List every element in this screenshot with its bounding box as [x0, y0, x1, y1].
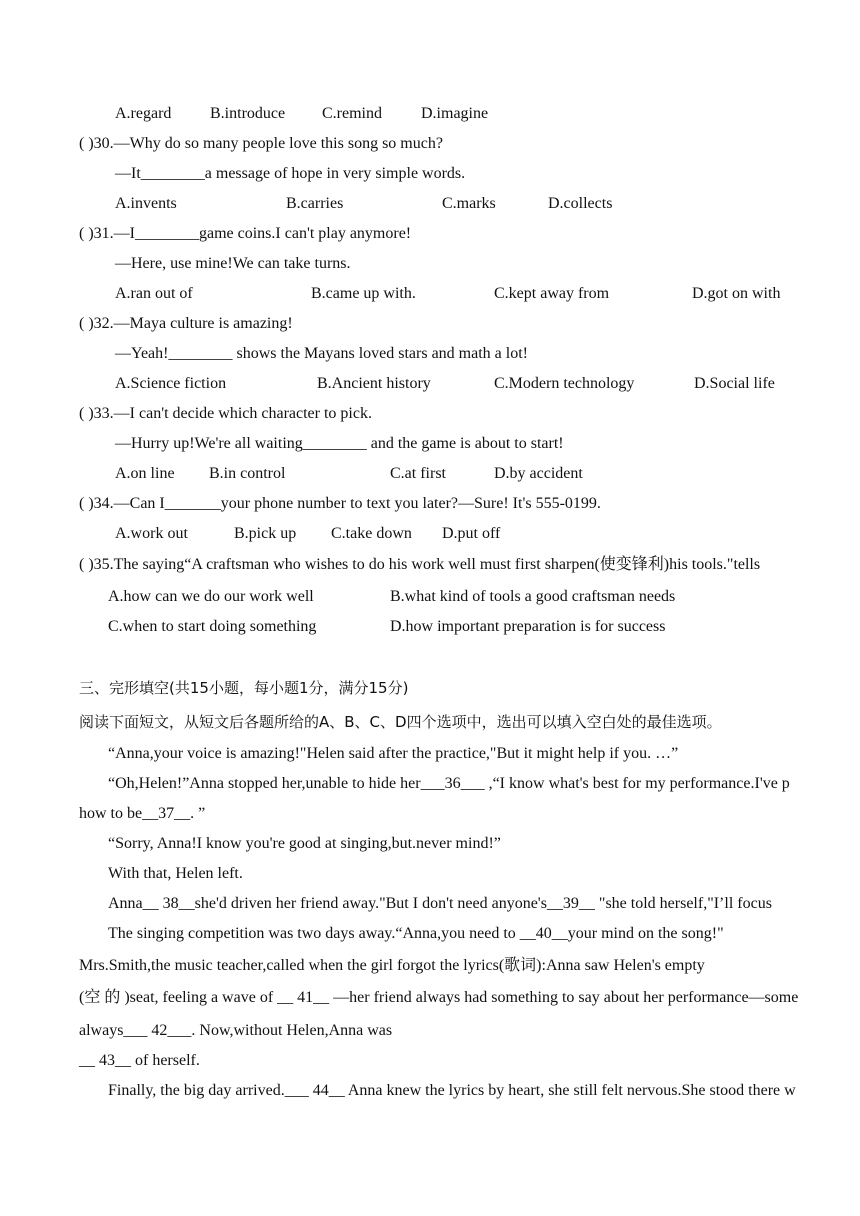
q32-option-c: C.Modern technology — [494, 375, 635, 392]
passage-line: Anna__ 38__she'd driven her friend away."But I don't need anyone's__39__ "she told herself,"I’ll focus — [108, 895, 772, 912]
q31-option-c: C.kept away from — [494, 285, 610, 302]
q32-option-b: B.Ancient history — [317, 375, 431, 392]
q33-option-d: D.by accident — [494, 465, 583, 482]
q32-option-a: A.Science fiction — [115, 375, 227, 392]
q30-option-a: A.invents — [115, 195, 177, 212]
q31-stem: ( )31.—I________game coins.I can't play anymore! — [79, 225, 412, 242]
passage-line: The singing competition was two days away.“Anna,you need to __40__your mind on the song!" — [108, 925, 724, 942]
q33-option-b: B.in control — [209, 465, 286, 482]
q33-option-a: A.on line — [115, 465, 175, 482]
q30-option-d: D.collects — [548, 195, 613, 212]
q31-option-d: D.got on with — [692, 285, 781, 302]
q30-option-b: B.carries — [286, 195, 344, 212]
q29-option-a: A.regard — [115, 105, 172, 122]
passage-line: Finally, the big day arrived.___ 44__ Anna knew the lyrics by heart, she still felt nervous.She stood there w — [108, 1082, 796, 1099]
q35-option-b: B.what kind of tools a good craftsman needs — [390, 588, 676, 605]
q35-option-d: D.how important preparation is for success — [390, 618, 666, 635]
q29-option-b: B.introduce — [210, 105, 286, 122]
passage-line: “Anna,your voice is amazing!"Helen said after the practice,"But it might help if you. …” — [108, 745, 679, 762]
q34-option-d: D.put off — [442, 525, 501, 542]
passage-line: how to be__37__. ” — [79, 805, 206, 822]
q29-option-d: D.imagine — [421, 105, 489, 122]
q33-stem: ( )33.—I can't decide which character to pick. — [79, 405, 372, 422]
q32-option-d: D.Social life — [694, 375, 775, 392]
q34-stem: ( )34.—Can I_______your phone number to text you later?—Sure! It's 555-0199. — [79, 495, 601, 512]
q34-option-a: A.work out — [115, 525, 188, 542]
q32-stem: ( )32.—Maya culture is amazing! — [79, 315, 293, 332]
q35-option-a: A.how can we do our work well — [108, 588, 314, 605]
passage-line: “Sorry, Anna!I know you're good at singing,but.never mind!” — [108, 835, 501, 852]
passage-line: always___ 42___. Now,without Helen,Anna was — [79, 1022, 393, 1039]
q29-option-c: C.remind — [322, 105, 382, 122]
q30-option-c: C.marks — [442, 195, 496, 212]
passage-line: “Oh,Helen!”Anna stopped her,unable to hide her___36___ ,“I know what's best for my performance.I've p — [108, 775, 790, 792]
passage-line: With that, Helen left. — [108, 865, 243, 882]
q35-option-c: C.when to start doing something — [108, 618, 317, 635]
q33-option-c: C.at first — [390, 465, 446, 482]
q30-reply: —It________a message of hope in very simple words. — [115, 165, 466, 182]
q33-reply: —Hurry up!We're all waiting________ and the game is about to start! — [115, 435, 564, 452]
passage-line: __ 43__ of herself. — [79, 1052, 200, 1069]
q31-option-b: B.came up with. — [311, 285, 416, 302]
q34-option-b: B.pick up — [234, 525, 297, 542]
q31-reply: —Here, use mine!We can take turns. — [115, 255, 351, 272]
q34-option-c: C.take down — [331, 525, 412, 542]
section-instruction: 阅读下面短文，从短文后各题所给的A、B、C、D四个选项中，选出可以填入空白处的最佳选项。 — [79, 713, 722, 731]
passage-line: (空 的 )seat, feeling a wave of __ 41__ —her friend always had something to say about her performance—some — [79, 989, 799, 1006]
section-heading: 三、完形填空(共15小题，每小题1分，满分15分) — [79, 679, 409, 697]
q32-reply: —Yeah!________ shows the Mayans loved stars and math a lot! — [115, 345, 528, 362]
q31-option-a: A.ran out of — [115, 285, 193, 302]
q30-stem: ( )30.—Why do so many people love this song so much? — [79, 135, 443, 152]
q35-stem: ( )35.The saying“A craftsman who wishes to do his work well must first sharpen(使变锋利)his tools."tells — [79, 556, 761, 573]
passage-line: Mrs.Smith,the music teacher,called when the girl forgot the lyrics(歌词):Anna saw Helen's empty — [79, 957, 705, 974]
